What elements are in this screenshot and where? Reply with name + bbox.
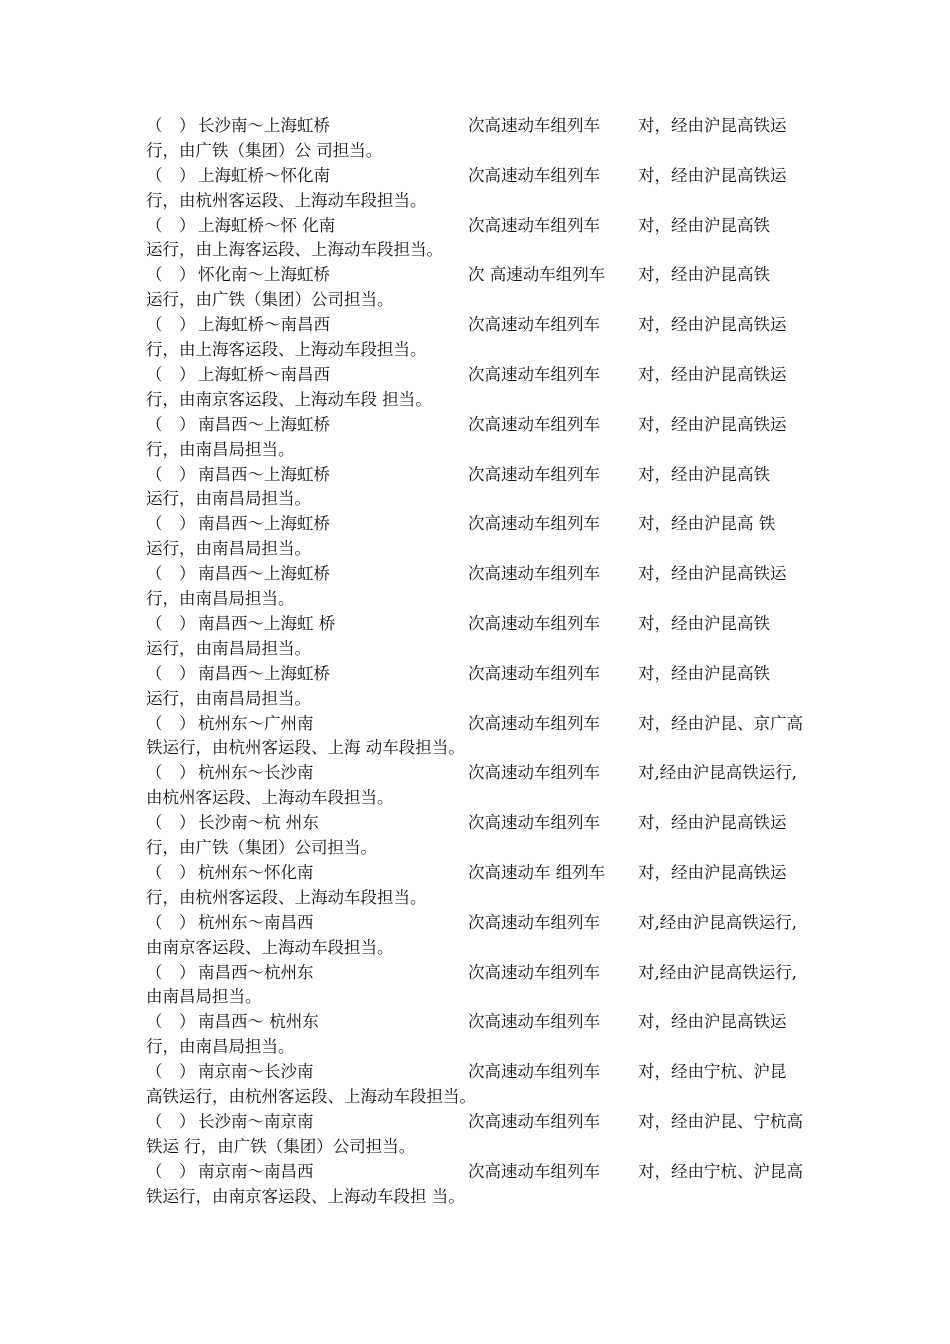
pair-route-text: 对，经由沪昆高铁运 [638, 813, 787, 833]
pair-route-text: 对，经由宁杭、沪昆 [638, 1062, 787, 1082]
route-text: 怀化南～上海虹桥 [198, 265, 330, 285]
train-type-text: 次高速动车 组列车 [468, 862, 606, 882]
train-type-text: 次高速动车组列车 [468, 813, 600, 833]
entry-continuation-line: 行，由南京客运段、上海动车段 担当。 [146, 389, 432, 409]
route-text: 南京南～长沙南 [198, 1062, 314, 1082]
train-entry [146, 911, 806, 961]
entry-first-line [146, 961, 806, 986]
route-text: 南昌西～上海虹桥 [198, 663, 330, 683]
train-type-text: 次高速动车组列车 [468, 613, 600, 633]
route-text: 南昌西～上海虹 桥 [198, 613, 336, 633]
entry-first-line [146, 512, 806, 537]
route-text: 上海虹桥～南昌西 [198, 364, 330, 384]
pair-route-text: 对，经由沪昆高铁运 [638, 1012, 787, 1032]
document-body [146, 114, 806, 1210]
blank-parenthesis: （ ） [146, 613, 196, 633]
route-text: 上海虹桥～怀化南 [198, 165, 330, 185]
entry-continuation-line: 行，由杭州客运段、上海动车段担当。 [146, 190, 427, 210]
entry-continuation-line: 铁运行，由南京客运段、上海动车段担 当。 [146, 1186, 465, 1206]
pair-route-text: 对，经由沪昆高铁 [638, 613, 770, 633]
route-text: 南昌西～ 杭州东 [198, 1012, 319, 1032]
pair-route-text: 对,经由沪昆高铁运行, [638, 763, 797, 783]
blank-parenthesis: （ ） [146, 663, 196, 683]
entry-continuation-line: 由南昌局担当。 [146, 987, 262, 1007]
train-type-text: 次高速动车组列车 [468, 364, 600, 384]
train-entry [146, 164, 806, 214]
train-entry [146, 463, 806, 513]
route-text: 南昌西～上海虹桥 [198, 414, 330, 434]
entry-continuation-line: 运行，由上海客运段、上海动车段担当。 [146, 240, 443, 260]
entry-continuation-line: 铁运行，由杭州客运段、上海 动车段担当。 [146, 738, 465, 758]
train-type-text: 次高速动车组列车 [468, 116, 600, 135]
route-text: 南昌西～杭州东 [198, 962, 314, 982]
train-entry [146, 512, 806, 562]
entry-first-line [146, 363, 806, 388]
train-entry [146, 114, 806, 164]
entry-first-line [146, 114, 806, 139]
pair-route-text: 对，经由沪昆高铁运 [638, 165, 787, 185]
train-entry [146, 363, 806, 413]
train-type-text: 次高速动车组列车 [468, 713, 600, 733]
route-text: 杭州东～长沙南 [198, 763, 314, 783]
entry-first-line [146, 214, 806, 239]
pair-route-text: 对，经由宁杭、沪昆高 [638, 1161, 803, 1181]
entry-continuation-line: 由杭州客运段、上海动车段担当。 [146, 788, 394, 808]
entry-first-line [146, 1110, 806, 1135]
blank-parenthesis: （ ） [146, 364, 196, 384]
blank-parenthesis: （ ） [146, 564, 196, 584]
blank-parenthesis: （ ） [146, 912, 196, 932]
train-type-text: 次高速动车组列车 [468, 414, 600, 434]
route-text: 杭州东～南昌西 [198, 912, 314, 932]
pair-route-text: 对，经由沪昆高铁 [638, 265, 770, 285]
entry-first-line [146, 1160, 806, 1185]
route-text: 南昌西～上海虹桥 [198, 514, 330, 534]
entry-continuation-line: 行，由杭州客运段、上海动车段担当。 [146, 887, 427, 907]
pair-route-text: 对，经由沪昆高铁运 [638, 564, 787, 584]
blank-parenthesis: （ ） [146, 165, 196, 185]
route-text: 长沙南～上海虹桥 [198, 116, 330, 135]
route-text: 南昌西～上海虹桥 [198, 464, 330, 484]
blank-parenthesis: （ ） [146, 514, 196, 534]
blank-parenthesis: （ ） [146, 962, 196, 982]
route-text: 南京南～南昌西 [198, 1161, 314, 1181]
entry-first-line [146, 413, 806, 438]
entry-continuation-line: 行，由上海客运段、上海动车段担当。 [146, 340, 427, 360]
pair-route-text: 对，经由沪昆高铁运 [638, 315, 787, 335]
blank-parenthesis: （ ） [146, 215, 196, 235]
entry-first-line [146, 463, 806, 488]
train-type-text: 次高速动车组列车 [468, 1062, 600, 1082]
blank-parenthesis: （ ） [146, 116, 196, 135]
entry-continuation-line: 行，由广铁（集团）公 司担当。 [146, 140, 383, 160]
blank-parenthesis: （ ） [146, 713, 196, 733]
train-type-text: 次高速动车组列车 [468, 1012, 600, 1032]
route-text: 长沙南～南京南 [198, 1111, 314, 1131]
entry-first-line [146, 263, 806, 288]
entry-first-line [146, 861, 806, 886]
route-text: 杭州东～广州南 [198, 713, 314, 733]
entry-first-line [146, 612, 806, 637]
pair-route-text: 对，经由沪昆高铁运 [638, 116, 787, 135]
train-type-text: 次高速动车组列车 [468, 1161, 600, 1181]
train-entry [146, 1110, 806, 1160]
train-type-text: 次高速动车组列车 [468, 564, 600, 584]
pair-route-text: 对,经由沪昆高铁运行, [638, 912, 797, 932]
entry-continuation-line: 行，由广铁（集团）公司担当。 [146, 838, 377, 858]
blank-parenthesis: （ ） [146, 1161, 196, 1181]
train-type-text: 次高速动车组列车 [468, 514, 600, 534]
train-entry [146, 313, 806, 363]
train-type-text: 次高速动车组列车 [468, 1111, 600, 1131]
route-text: 上海虹桥～怀 化南 [198, 215, 336, 235]
train-entry [146, 712, 806, 762]
pair-route-text: 对，经由沪昆、京广高 [638, 713, 803, 733]
route-text: 杭州东～怀化南 [198, 862, 314, 882]
train-entry [146, 562, 806, 612]
entry-first-line [146, 562, 806, 587]
entry-first-line [146, 313, 806, 338]
entry-first-line [146, 761, 806, 786]
pair-route-text: 对,经由沪昆高铁运行, [638, 962, 797, 982]
pair-route-text: 对，经由沪昆高铁 [638, 215, 770, 235]
blank-parenthesis: （ ） [146, 1062, 196, 1082]
blank-parenthesis: （ ） [146, 414, 196, 434]
entry-continuation-line: 行，由南昌局担当。 [146, 1037, 295, 1057]
train-type-text: 次 高速动车组列车 [468, 265, 606, 285]
train-type-text: 次高速动车组列车 [468, 464, 600, 484]
pair-route-text: 对，经由沪昆、宁杭高 [638, 1111, 803, 1131]
train-entry [146, 861, 806, 911]
blank-parenthesis: （ ） [146, 862, 196, 882]
train-entry [146, 1160, 806, 1210]
train-type-text: 次高速动车组列车 [468, 165, 600, 185]
train-entry [146, 761, 806, 811]
blank-parenthesis: （ ） [146, 813, 196, 833]
train-type-text: 次高速动车组列车 [468, 763, 600, 783]
train-entry [146, 961, 806, 1011]
train-entry [146, 811, 806, 861]
train-entry [146, 612, 806, 662]
train-entry [146, 662, 806, 712]
blank-parenthesis: （ ） [146, 1012, 196, 1032]
pair-route-text: 对，经由沪昆高铁运 [638, 364, 787, 384]
entry-continuation-line: 运行，由南昌局担当。 [146, 638, 311, 658]
train-type-text: 次高速动车组列车 [468, 215, 600, 235]
entry-continuation-line: 运行，由南昌局担当。 [146, 539, 311, 559]
route-text: 长沙南～杭 州东 [198, 813, 319, 833]
train-entry [146, 214, 806, 264]
entry-continuation-line: 运行，由南昌局担当。 [146, 688, 311, 708]
route-text: 上海虹桥～南昌西 [198, 315, 330, 335]
entry-first-line [146, 164, 806, 189]
entry-continuation-line: 运行，由广铁（集团）公司担当。 [146, 290, 394, 310]
entry-first-line [146, 712, 806, 737]
blank-parenthesis: （ ） [146, 464, 196, 484]
train-type-text: 次高速动车组列车 [468, 663, 600, 683]
entry-first-line [146, 662, 806, 687]
train-entry [146, 1010, 806, 1060]
blank-parenthesis: （ ） [146, 265, 196, 285]
train-entry [146, 413, 806, 463]
pair-route-text: 对，经由沪昆高 铁 [638, 514, 776, 534]
entry-first-line [146, 1060, 806, 1085]
entry-continuation-line: 运行，由南昌局担当。 [146, 489, 311, 509]
entry-first-line [146, 811, 806, 836]
entry-continuation-line: 高铁运行，由杭州客运段、上海动车段担当。 [146, 1087, 476, 1107]
pair-route-text: 对，经由沪昆高铁 [638, 663, 770, 683]
pair-route-text: 对，经由沪昆高铁运 [638, 862, 787, 882]
entry-continuation-line: 行，由南昌局担当。 [146, 589, 295, 609]
blank-parenthesis: （ ） [146, 763, 196, 783]
pair-route-text: 对，经由沪昆高铁运 [638, 414, 787, 434]
train-entry [146, 1060, 806, 1110]
entry-continuation-line: 铁运 行，由广铁（集团）公司担当。 [146, 1136, 416, 1156]
entry-first-line [146, 911, 806, 936]
train-entry [146, 263, 806, 313]
train-type-text: 次高速动车组列车 [468, 962, 600, 982]
entry-continuation-line: 由南京客运段、上海动车段担当。 [146, 937, 394, 957]
pair-route-text: 对，经由沪昆高铁 [638, 464, 770, 484]
entry-first-line [146, 1010, 806, 1035]
route-text: 南昌西～上海虹桥 [198, 564, 330, 584]
train-type-text: 次高速动车组列车 [468, 912, 600, 932]
blank-parenthesis: （ ） [146, 1111, 196, 1131]
blank-parenthesis: （ ） [146, 315, 196, 335]
entry-continuation-line: 行，由南昌局担当。 [146, 439, 295, 459]
train-type-text: 次高速动车组列车 [468, 315, 600, 335]
